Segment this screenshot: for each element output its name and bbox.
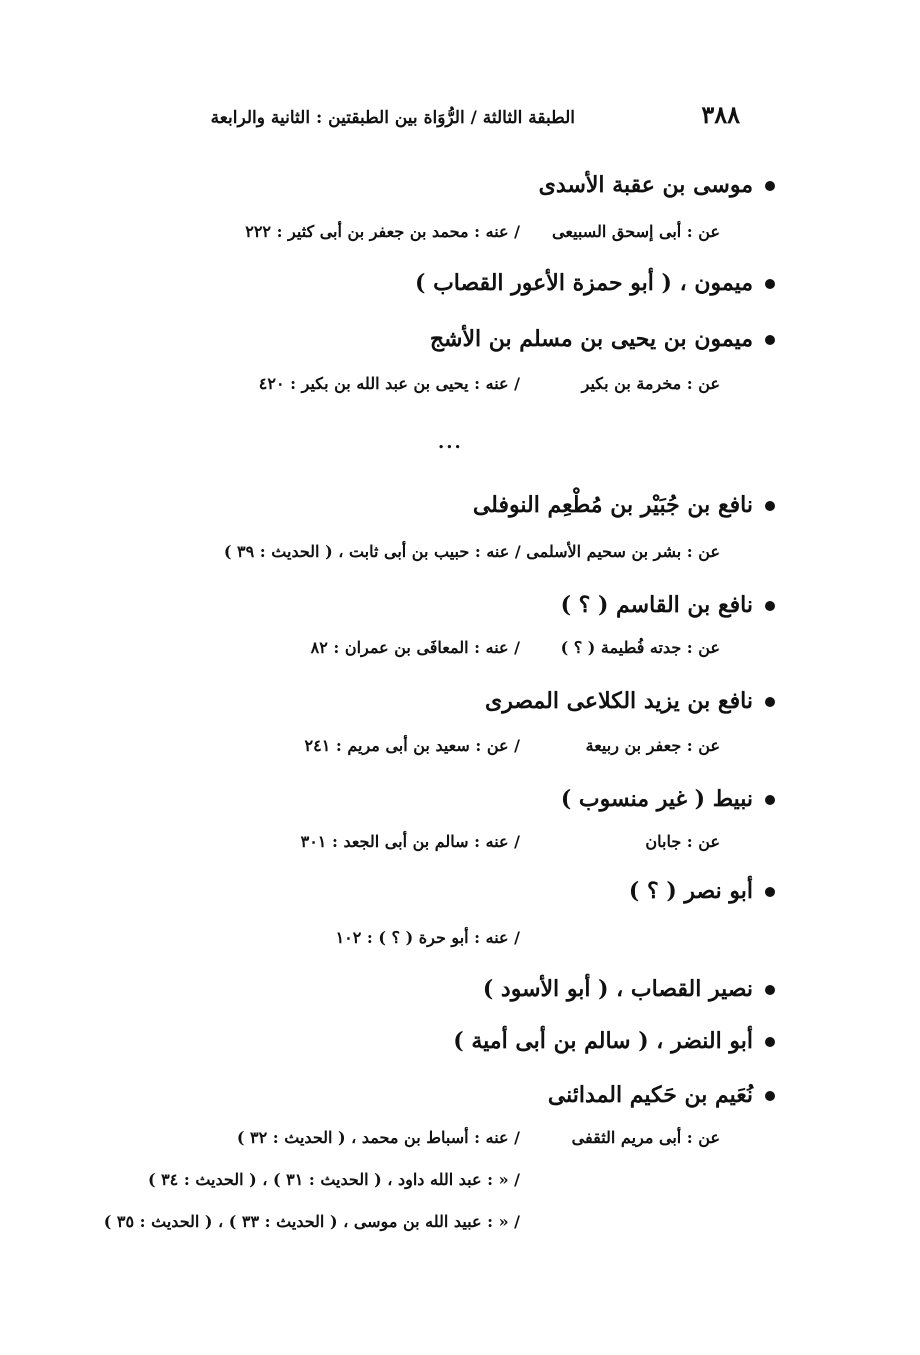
narrated-from: عن : أبى إسحق السبيعى [552, 222, 720, 241]
entry-name: أبو النضر ، ( سالم بن أبى أمية ) [453, 1028, 775, 1054]
entry-name: نُعَيم بن حَكيم المدائنى [548, 1082, 775, 1108]
running-header: الطبقة الثالثة / الرُّوَاة بين الطبقتين : الثانية والرابعة [210, 108, 575, 128]
narrated-from: عن : جعفر بن ربيعة [585, 736, 720, 755]
narration-line: عن : بشر بن سحيم الأسلمى / عنه : حبيب بن أبى ثابت ، ( الحديث : ٣٩ ) [223, 542, 720, 561]
bullet-icon [765, 335, 775, 345]
entry-name: نافع بن جُبَيْر بن مُطْعِم النوفلى [473, 492, 775, 518]
bullet-icon [765, 697, 775, 707]
bullet-icon [765, 501, 775, 511]
narrated-by: / عنه : محمد بن جعفر بن أبى كثير : ٢٢٢ [245, 222, 520, 241]
bullet-icon [765, 985, 775, 995]
narrated-by: / عنه : أبو حرة ( ؟ ) : ١٠٢ [335, 928, 520, 947]
narrated-from: عن : مخرمة بن بكير [581, 374, 720, 393]
narrated-by: / « : عبيد الله بن موسى ، ( الحديث : ٣٣ ) ، ( الحديث : ٣٥ ) [103, 1212, 520, 1231]
narrated-from: عن : أبى مريم الثقفى [571, 1128, 720, 1147]
entry-name: ميمون بن يحيى بن مسلم بن الأشج [430, 326, 775, 352]
bullet-icon [765, 795, 775, 805]
narrated-by: / عنه : المعافَى بن عمران : ٨٢ [310, 638, 520, 657]
bullet-icon [765, 1091, 775, 1101]
page-number: ٣٨٨ [701, 100, 740, 129]
bullet-icon [765, 887, 775, 897]
narrated-by: / عنه : أسباط بن محمد ، ( الحديث : ٣٢ ) [236, 1128, 520, 1147]
entry-name: نصير القصاب ، ( أبو الأسود ) [483, 976, 775, 1002]
entry-name: نافع بن القاسم ( ؟ ) [561, 592, 775, 618]
narrated-from: عن : جابان [645, 832, 720, 851]
entry-name: نبيط ( غير منسوب ) [561, 786, 775, 812]
entry-name: نافع بن يزيد الكلاعى المصرى [485, 688, 775, 714]
narrated-by: / عنه : سالم بن أبى الجعد : ٣٠١ [300, 832, 520, 851]
narrated-by: / عن : سعيد بن أبى مريم : ٢٤١ [304, 736, 520, 755]
bullet-icon [765, 181, 775, 191]
entry-name: موسى بن عقبة الأسدى [539, 172, 775, 198]
entry-name: ميمون ، ( أبو حمزة الأعور القصاب ) [415, 270, 775, 296]
entry-name: أبو نصر ( ؟ ) [629, 878, 775, 904]
bullet-icon [765, 601, 775, 611]
narrated-by: / عنه : يحيى بن عبد الله بن بكير : ٤٢٠ [258, 374, 520, 393]
bullet-icon [765, 1037, 775, 1047]
bullet-icon [765, 279, 775, 289]
section-separator: ... [438, 432, 463, 453]
narrated-by: / « : عبد الله داود ، ( الحديث : ٣١ ) ، ( الحديث : ٣٤ ) [147, 1170, 520, 1189]
narrated-from: عن : جدته فُطيمة ( ؟ ) [560, 638, 720, 657]
